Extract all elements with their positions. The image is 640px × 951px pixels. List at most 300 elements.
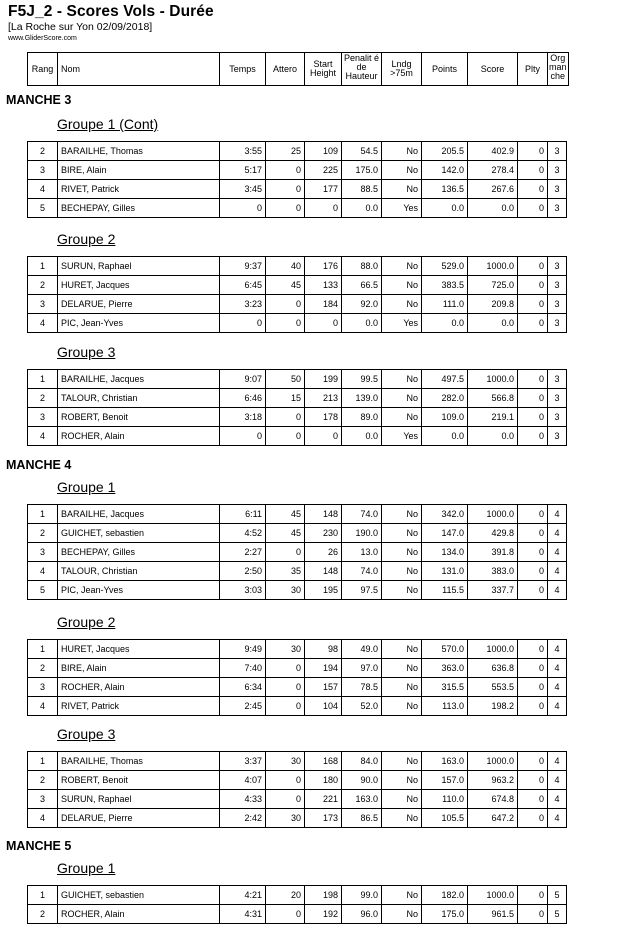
- cell-points: 105.5: [422, 809, 468, 828]
- cell-height-penalty: 52.0: [342, 697, 382, 716]
- cell-points: 182.0: [422, 886, 468, 905]
- website-label: www.GliderScore.com: [8, 35, 77, 42]
- group-title: Groupe 2: [57, 614, 116, 630]
- cell-landing: 30: [266, 640, 305, 659]
- cell-landing-over-75m: No: [382, 142, 422, 161]
- cell-start-height: 192: [305, 905, 342, 924]
- page-title: F5J_2 - Scores Vols - Durée: [8, 3, 214, 20]
- cell-landing-over-75m: No: [382, 678, 422, 697]
- cell-rank: 2: [28, 771, 58, 790]
- cell-height-penalty: 74.0: [342, 562, 382, 581]
- cell-score: 1000.0: [468, 886, 518, 905]
- cell-name: BECHEPAY, Gilles: [58, 199, 220, 218]
- results-table: [27, 256, 567, 333]
- cell-points: 282.0: [422, 389, 468, 408]
- cell-penalty: 0: [518, 180, 548, 199]
- cell-landing-over-75m: No: [382, 295, 422, 314]
- table-row: [28, 276, 567, 295]
- cell-rank: 3: [28, 408, 58, 427]
- cell-original-round: 4: [548, 581, 567, 600]
- cell-penalty: 0: [518, 370, 548, 389]
- cell-time: 5:17: [220, 161, 266, 180]
- cell-penalty: 0: [518, 199, 548, 218]
- cell-points: 142.0: [422, 161, 468, 180]
- results-table: [27, 141, 567, 218]
- cell-start-height: 133: [305, 276, 342, 295]
- cell-time: 9:49: [220, 640, 266, 659]
- cell-original-round: 4: [548, 562, 567, 581]
- cell-rank: 1: [28, 370, 58, 389]
- cell-rank: 4: [28, 427, 58, 446]
- cell-time: 7:40: [220, 659, 266, 678]
- cell-height-penalty: 88.5: [342, 180, 382, 199]
- table-row: [28, 408, 567, 427]
- cell-original-round: 3: [548, 161, 567, 180]
- cell-start-height: 157: [305, 678, 342, 697]
- cell-score: 566.8: [468, 389, 518, 408]
- cell-score: 0.0: [468, 314, 518, 333]
- cell-height-penalty: 139.0: [342, 389, 382, 408]
- group-title: Groupe 1: [57, 479, 116, 495]
- cell-height-penalty: 190.0: [342, 524, 382, 543]
- cell-rank: 4: [28, 180, 58, 199]
- cell-height-penalty: 90.0: [342, 771, 382, 790]
- cell-name: GUICHET, sebastien: [58, 524, 220, 543]
- col-landing-over-75m: Lndg >75m: [382, 53, 422, 86]
- cell-start-height: 104: [305, 697, 342, 716]
- cell-score: 209.8: [468, 295, 518, 314]
- cell-original-round: 3: [548, 314, 567, 333]
- cell-points: 315.5: [422, 678, 468, 697]
- cell-score: 278.4: [468, 161, 518, 180]
- cell-original-round: 3: [548, 370, 567, 389]
- cell-penalty: 0: [518, 640, 548, 659]
- table-row: [28, 389, 567, 408]
- cell-landing-over-75m: No: [382, 161, 422, 180]
- cell-name: TALOUR, Christian: [58, 562, 220, 581]
- cell-score: 383.0: [468, 562, 518, 581]
- cell-points: 342.0: [422, 505, 468, 524]
- cell-time: 9:07: [220, 370, 266, 389]
- cell-start-height: 195: [305, 581, 342, 600]
- cell-start-height: 168: [305, 752, 342, 771]
- cell-landing-over-75m: No: [382, 180, 422, 199]
- cell-original-round: 3: [548, 408, 567, 427]
- column-header-row: [28, 53, 569, 86]
- cell-score: 198.2: [468, 697, 518, 716]
- cell-height-penalty: 86.5: [342, 809, 382, 828]
- cell-landing: 15: [266, 389, 305, 408]
- cell-points: 115.5: [422, 581, 468, 600]
- cell-landing: 30: [266, 581, 305, 600]
- cell-landing: 30: [266, 809, 305, 828]
- cell-start-height: 199: [305, 370, 342, 389]
- cell-time: 3:18: [220, 408, 266, 427]
- cell-original-round: 4: [548, 697, 567, 716]
- cell-landing-over-75m: Yes: [382, 314, 422, 333]
- cell-start-height: 0: [305, 199, 342, 218]
- group-title: Groupe 1 (Cont): [57, 116, 159, 132]
- table-row: [28, 199, 567, 218]
- cell-score: 961.5: [468, 905, 518, 924]
- table-row: [28, 562, 567, 581]
- table-row: [28, 886, 567, 905]
- cell-rank: 3: [28, 678, 58, 697]
- cell-original-round: 4: [548, 809, 567, 828]
- col-score: Score: [468, 53, 518, 86]
- table-row: [28, 640, 567, 659]
- cell-original-round: 3: [548, 295, 567, 314]
- cell-points: 134.0: [422, 543, 468, 562]
- cell-time: 6:46: [220, 389, 266, 408]
- cell-rank: 5: [28, 199, 58, 218]
- group-title: Groupe 2: [57, 231, 116, 247]
- cell-name: BARAILHE, Jacques: [58, 505, 220, 524]
- cell-rank: 4: [28, 809, 58, 828]
- cell-landing: 45: [266, 524, 305, 543]
- cell-original-round: 4: [548, 505, 567, 524]
- cell-height-penalty: 92.0: [342, 295, 382, 314]
- table-row: [28, 370, 567, 389]
- col-rank: Rang: [28, 53, 58, 86]
- cell-landing-over-75m: No: [382, 370, 422, 389]
- cell-score: 337.7: [468, 581, 518, 600]
- cell-rank: 4: [28, 314, 58, 333]
- cell-points: 163.0: [422, 752, 468, 771]
- cell-height-penalty: 163.0: [342, 790, 382, 809]
- cell-penalty: 0: [518, 543, 548, 562]
- round-title: MANCHE 4: [6, 458, 72, 472]
- cell-score: 1000.0: [468, 257, 518, 276]
- cell-points: 157.0: [422, 771, 468, 790]
- cell-start-height: 213: [305, 389, 342, 408]
- cell-original-round: 3: [548, 276, 567, 295]
- cell-score: 0.0: [468, 427, 518, 446]
- cell-landing-over-75m: Yes: [382, 199, 422, 218]
- cell-penalty: 0: [518, 752, 548, 771]
- cell-penalty: 0: [518, 697, 548, 716]
- cell-rank: 2: [28, 524, 58, 543]
- cell-start-height: 0: [305, 427, 342, 446]
- cell-landing-over-75m: Yes: [382, 427, 422, 446]
- cell-landing-over-75m: No: [382, 640, 422, 659]
- cell-time: 9:37: [220, 257, 266, 276]
- cell-time: 2:27: [220, 543, 266, 562]
- cell-name: RIVET, Patrick: [58, 697, 220, 716]
- cell-name: TALOUR, Christian: [58, 389, 220, 408]
- cell-points: 175.0: [422, 905, 468, 924]
- cell-points: 363.0: [422, 659, 468, 678]
- table-row: [28, 790, 567, 809]
- cell-name: BIRE, Alain: [58, 659, 220, 678]
- table-row: [28, 427, 567, 446]
- cell-score: 267.6: [468, 180, 518, 199]
- cell-original-round: 4: [548, 771, 567, 790]
- cell-penalty: 0: [518, 314, 548, 333]
- group-title: Groupe 1: [57, 860, 116, 876]
- cell-height-penalty: 0.0: [342, 199, 382, 218]
- cell-penalty: 0: [518, 562, 548, 581]
- cell-original-round: 4: [548, 752, 567, 771]
- event-subtitle: [La Roche sur Yon 02/09/2018]: [8, 21, 153, 33]
- cell-height-penalty: 84.0: [342, 752, 382, 771]
- cell-score: 963.2: [468, 771, 518, 790]
- cell-landing: 0: [266, 543, 305, 562]
- cell-score: 647.2: [468, 809, 518, 828]
- cell-points: 497.5: [422, 370, 468, 389]
- cell-points: 0.0: [422, 199, 468, 218]
- cell-original-round: 4: [548, 524, 567, 543]
- cell-height-penalty: 0.0: [342, 314, 382, 333]
- cell-original-round: 3: [548, 257, 567, 276]
- cell-rank: 3: [28, 543, 58, 562]
- cell-rank: 2: [28, 276, 58, 295]
- col-time: Temps: [220, 53, 266, 86]
- cell-penalty: 0: [518, 427, 548, 446]
- cell-rank: 4: [28, 697, 58, 716]
- table-row: [28, 697, 567, 716]
- table-row: [28, 505, 567, 524]
- cell-start-height: 184: [305, 295, 342, 314]
- cell-landing-over-75m: No: [382, 562, 422, 581]
- cell-time: 4:21: [220, 886, 266, 905]
- cell-start-height: 0: [305, 314, 342, 333]
- cell-landing: 40: [266, 257, 305, 276]
- cell-landing-over-75m: No: [382, 257, 422, 276]
- cell-time: 4:07: [220, 771, 266, 790]
- cell-height-penalty: 66.5: [342, 276, 382, 295]
- cell-score: 391.8: [468, 543, 518, 562]
- cell-landing-over-75m: No: [382, 524, 422, 543]
- cell-time: 2:42: [220, 809, 266, 828]
- cell-start-height: 230: [305, 524, 342, 543]
- cell-time: 6:11: [220, 505, 266, 524]
- cell-rank: 2: [28, 659, 58, 678]
- cell-score: 725.0: [468, 276, 518, 295]
- cell-rank: 1: [28, 752, 58, 771]
- cell-landing-over-75m: No: [382, 505, 422, 524]
- cell-landing: 0: [266, 180, 305, 199]
- cell-original-round: 3: [548, 199, 567, 218]
- table-row: [28, 314, 567, 333]
- table-row: [28, 543, 567, 562]
- col-landing: Attero: [266, 53, 305, 86]
- cell-start-height: 109: [305, 142, 342, 161]
- cell-original-round: 3: [548, 142, 567, 161]
- cell-penalty: 0: [518, 678, 548, 697]
- col-name: Nom: [58, 53, 220, 86]
- cell-landing-over-75m: No: [382, 697, 422, 716]
- cell-score: 1000.0: [468, 505, 518, 524]
- cell-height-penalty: 97.0: [342, 659, 382, 678]
- cell-score: 429.8: [468, 524, 518, 543]
- table-row: [28, 524, 567, 543]
- cell-penalty: 0: [518, 161, 548, 180]
- cell-penalty: 0: [518, 659, 548, 678]
- cell-time: 3:03: [220, 581, 266, 600]
- cell-landing: 0: [266, 408, 305, 427]
- cell-start-height: 148: [305, 562, 342, 581]
- cell-points: 131.0: [422, 562, 468, 581]
- cell-points: 147.0: [422, 524, 468, 543]
- cell-start-height: 176: [305, 257, 342, 276]
- cell-name: ROCHER, Alain: [58, 427, 220, 446]
- cell-landing: 0: [266, 790, 305, 809]
- cell-name: PIC, Jean-Yves: [58, 314, 220, 333]
- cell-height-penalty: 99.0: [342, 886, 382, 905]
- cell-time: 0: [220, 199, 266, 218]
- cell-landing: 0: [266, 199, 305, 218]
- cell-name: SURUN, Raphael: [58, 790, 220, 809]
- cell-landing-over-75m: No: [382, 886, 422, 905]
- cell-points: 205.5: [422, 142, 468, 161]
- table-row: [28, 659, 567, 678]
- cell-name: BARAILHE, Jacques: [58, 370, 220, 389]
- cell-height-penalty: 88.0: [342, 257, 382, 276]
- col-penalty: Plty: [518, 53, 548, 86]
- cell-score: 1000.0: [468, 370, 518, 389]
- cell-height-penalty: 96.0: [342, 905, 382, 924]
- cell-start-height: 177: [305, 180, 342, 199]
- cell-name: GUICHET, sebastien: [58, 886, 220, 905]
- cell-score: 219.1: [468, 408, 518, 427]
- cell-points: 0.0: [422, 427, 468, 446]
- cell-height-penalty: 74.0: [342, 505, 382, 524]
- cell-landing: 20: [266, 886, 305, 905]
- round-title: MANCHE 3: [6, 93, 72, 107]
- cell-start-height: 221: [305, 790, 342, 809]
- cell-score: 0.0: [468, 199, 518, 218]
- cell-height-penalty: 97.5: [342, 581, 382, 600]
- cell-rank: 3: [28, 295, 58, 314]
- cell-penalty: 0: [518, 408, 548, 427]
- col-start-height: Start Height: [305, 53, 342, 86]
- round-title: MANCHE 5: [6, 839, 72, 853]
- cell-name: SURUN, Raphael: [58, 257, 220, 276]
- column-header-table: [27, 52, 569, 86]
- cell-name: BARAILHE, Thomas: [58, 142, 220, 161]
- results-table: [27, 885, 567, 924]
- cell-height-penalty: 78.5: [342, 678, 382, 697]
- cell-penalty: 0: [518, 809, 548, 828]
- cell-name: HURET, Jacques: [58, 276, 220, 295]
- table-row: [28, 161, 567, 180]
- cell-name: BIRE, Alain: [58, 161, 220, 180]
- results-table: [27, 369, 567, 446]
- cell-landing: 0: [266, 771, 305, 790]
- cell-landing: 35: [266, 562, 305, 581]
- cell-landing-over-75m: No: [382, 752, 422, 771]
- col-height-penalty: Penalit é de Hauteur: [342, 53, 382, 86]
- table-row: [28, 142, 567, 161]
- results-table: [27, 751, 567, 828]
- cell-rank: 2: [28, 142, 58, 161]
- cell-name: BARAILHE, Thomas: [58, 752, 220, 771]
- cell-start-height: 173: [305, 809, 342, 828]
- cell-landing: 0: [266, 161, 305, 180]
- cell-penalty: 0: [518, 886, 548, 905]
- cell-landing-over-75m: No: [382, 389, 422, 408]
- cell-original-round: 3: [548, 180, 567, 199]
- cell-penalty: 0: [518, 905, 548, 924]
- cell-score: 402.9: [468, 142, 518, 161]
- cell-landing-over-75m: No: [382, 408, 422, 427]
- cell-landing-over-75m: No: [382, 771, 422, 790]
- cell-landing: 0: [266, 314, 305, 333]
- table-row: [28, 257, 567, 276]
- cell-points: 570.0: [422, 640, 468, 659]
- cell-points: 110.0: [422, 790, 468, 809]
- cell-height-penalty: 13.0: [342, 543, 382, 562]
- cell-score: 1000.0: [468, 640, 518, 659]
- cell-landing-over-75m: No: [382, 905, 422, 924]
- cell-penalty: 0: [518, 295, 548, 314]
- cell-original-round: 3: [548, 389, 567, 408]
- cell-height-penalty: 99.5: [342, 370, 382, 389]
- group-title: Groupe 3: [57, 726, 116, 742]
- cell-time: 6:34: [220, 678, 266, 697]
- cell-landing-over-75m: No: [382, 543, 422, 562]
- cell-name: DELARUE, Pierre: [58, 295, 220, 314]
- cell-name: RIVET, Patrick: [58, 180, 220, 199]
- col-points: Points: [422, 53, 468, 86]
- cell-score: 1000.0: [468, 752, 518, 771]
- cell-original-round: 5: [548, 905, 567, 924]
- cell-landing: 50: [266, 370, 305, 389]
- cell-height-penalty: 89.0: [342, 408, 382, 427]
- cell-original-round: 4: [548, 543, 567, 562]
- col-original-round: Org man che: [548, 53, 569, 86]
- cell-time: 2:50: [220, 562, 266, 581]
- cell-points: 113.0: [422, 697, 468, 716]
- cell-name: ROBERT, Benoit: [58, 771, 220, 790]
- cell-landing-over-75m: No: [382, 659, 422, 678]
- cell-rank: 1: [28, 257, 58, 276]
- cell-original-round: 4: [548, 640, 567, 659]
- cell-name: BECHEPAY, Gilles: [58, 543, 220, 562]
- cell-name: HURET, Jacques: [58, 640, 220, 659]
- cell-height-penalty: 175.0: [342, 161, 382, 180]
- cell-landing-over-75m: No: [382, 276, 422, 295]
- cell-points: 383.5: [422, 276, 468, 295]
- cell-start-height: 26: [305, 543, 342, 562]
- cell-rank: 3: [28, 790, 58, 809]
- cell-original-round: 5: [548, 886, 567, 905]
- cell-landing: 0: [266, 659, 305, 678]
- cell-landing-over-75m: No: [382, 809, 422, 828]
- cell-time: 0: [220, 427, 266, 446]
- table-row: [28, 581, 567, 600]
- cell-time: 0: [220, 314, 266, 333]
- cell-original-round: 4: [548, 659, 567, 678]
- cell-height-penalty: 54.5: [342, 142, 382, 161]
- cell-penalty: 0: [518, 142, 548, 161]
- cell-time: 6:45: [220, 276, 266, 295]
- cell-landing: 45: [266, 505, 305, 524]
- cell-time: 4:52: [220, 524, 266, 543]
- cell-penalty: 0: [518, 790, 548, 809]
- cell-landing: 45: [266, 276, 305, 295]
- cell-landing: 25: [266, 142, 305, 161]
- cell-rank: 1: [28, 886, 58, 905]
- cell-score: 553.5: [468, 678, 518, 697]
- cell-penalty: 0: [518, 524, 548, 543]
- cell-start-height: 198: [305, 886, 342, 905]
- cell-time: 3:37: [220, 752, 266, 771]
- cell-start-height: 148: [305, 505, 342, 524]
- results-table: [27, 504, 567, 600]
- table-row: [28, 905, 567, 924]
